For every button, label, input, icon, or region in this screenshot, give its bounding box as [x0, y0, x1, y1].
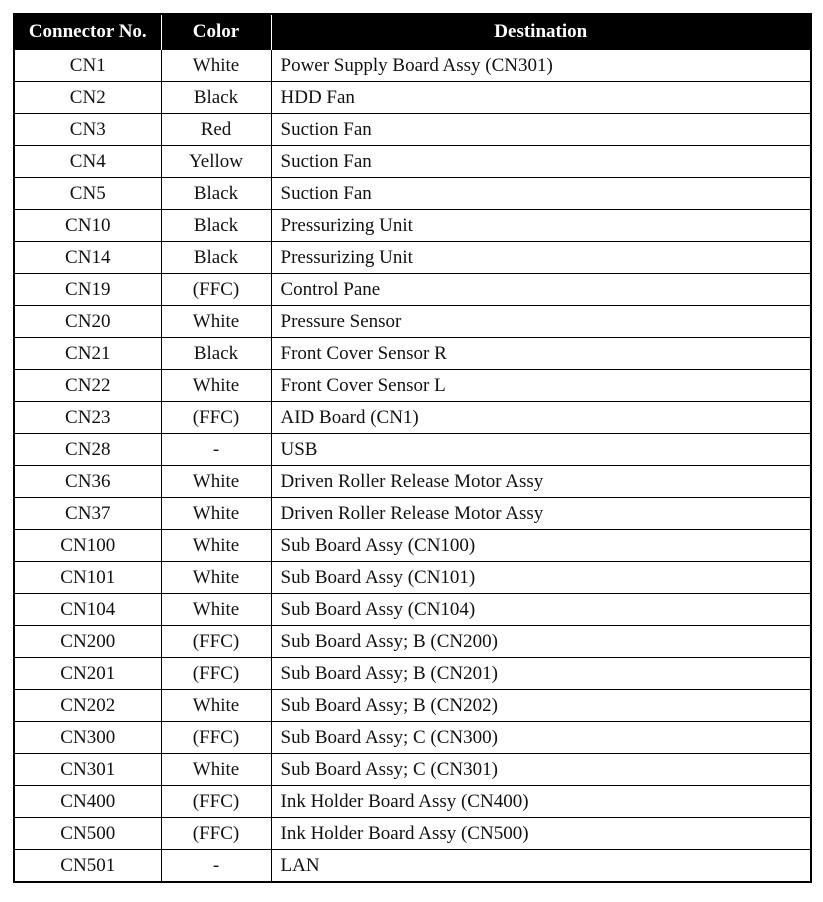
destination-cell: Ink Holder Board Assy (CN500) [271, 818, 811, 850]
connector-cell: CN300 [14, 722, 161, 754]
connector-cell: CN14 [14, 242, 161, 274]
color-cell: White [161, 754, 271, 786]
destination-cell: AID Board (CN1) [271, 402, 811, 434]
connector-cell: CN501 [14, 850, 161, 883]
destination-cell: Sub Board Assy (CN101) [271, 562, 811, 594]
header-destination: Destination [271, 14, 811, 50]
table-row [14, 658, 811, 690]
table-row [14, 850, 811, 883]
destination-cell: Sub Board Assy; B (CN202) [271, 690, 811, 722]
table-row [14, 434, 811, 466]
color-cell: Red [161, 114, 271, 146]
destination-cell: Sub Board Assy; B (CN201) [271, 658, 811, 690]
color-cell: (FFC) [161, 626, 271, 658]
table-row [14, 626, 811, 658]
connector-cell: CN36 [14, 466, 161, 498]
color-cell: (FFC) [161, 402, 271, 434]
color-cell: (FFC) [161, 818, 271, 850]
table-row [14, 786, 811, 818]
table-row [14, 530, 811, 562]
table-row [14, 210, 811, 242]
connector-cell: CN19 [14, 274, 161, 306]
table-row [14, 242, 811, 274]
table-row [14, 146, 811, 178]
destination-cell: Driven Roller Release Motor Assy [271, 498, 811, 530]
destination-cell: USB [271, 434, 811, 466]
color-cell: Black [161, 338, 271, 370]
destination-cell: Sub Board Assy; B (CN200) [271, 626, 811, 658]
color-cell: - [161, 434, 271, 466]
table-row [14, 562, 811, 594]
table-body [14, 50, 811, 883]
connector-cell: CN4 [14, 146, 161, 178]
table-row [14, 402, 811, 434]
table-row [14, 594, 811, 626]
destination-cell: HDD Fan [271, 82, 811, 114]
destination-cell: Pressure Sensor [271, 306, 811, 338]
connector-cell: CN3 [14, 114, 161, 146]
table-row [14, 178, 811, 210]
destination-cell: Sub Board Assy; C (CN300) [271, 722, 811, 754]
header-row [14, 14, 811, 50]
destination-cell: Pressurizing Unit [271, 210, 811, 242]
table-row [14, 114, 811, 146]
color-cell: (FFC) [161, 274, 271, 306]
table-row [14, 722, 811, 754]
color-cell: White [161, 306, 271, 338]
destination-cell: Driven Roller Release Motor Assy [271, 466, 811, 498]
color-cell: White [161, 530, 271, 562]
table-row [14, 50, 811, 82]
color-cell: Black [161, 178, 271, 210]
connector-cell: CN301 [14, 754, 161, 786]
connector-cell: CN20 [14, 306, 161, 338]
connector-cell: CN21 [14, 338, 161, 370]
connector-cell: CN500 [14, 818, 161, 850]
header-color: Color [161, 14, 271, 50]
color-cell: (FFC) [161, 722, 271, 754]
color-cell: White [161, 50, 271, 82]
color-cell: White [161, 466, 271, 498]
connector-cell: CN28 [14, 434, 161, 466]
header-connector: Connector No. [14, 14, 161, 50]
color-cell: Yellow [161, 146, 271, 178]
destination-cell: Sub Board Assy; C (CN301) [271, 754, 811, 786]
table-row [14, 818, 811, 850]
color-cell: White [161, 562, 271, 594]
color-cell: White [161, 498, 271, 530]
table-row [14, 274, 811, 306]
color-cell: Black [161, 82, 271, 114]
destination-cell: Sub Board Assy (CN100) [271, 530, 811, 562]
color-cell: White [161, 370, 271, 402]
connector-cell: CN37 [14, 498, 161, 530]
connector-cell: CN101 [14, 562, 161, 594]
destination-cell: Sub Board Assy (CN104) [271, 594, 811, 626]
color-cell: (FFC) [161, 786, 271, 818]
table-row [14, 82, 811, 114]
connector-cell: CN104 [14, 594, 161, 626]
connector-cell: CN200 [14, 626, 161, 658]
table-row [14, 306, 811, 338]
connector-cell: CN10 [14, 210, 161, 242]
connector-cell: CN400 [14, 786, 161, 818]
destination-cell: Pressurizing Unit [271, 242, 811, 274]
destination-cell: Power Supply Board Assy (CN301) [271, 50, 811, 82]
connector-cell: CN202 [14, 690, 161, 722]
table-row [14, 498, 811, 530]
destination-cell: Ink Holder Board Assy (CN400) [271, 786, 811, 818]
table-row [14, 466, 811, 498]
table-row [14, 338, 811, 370]
destination-cell: Front Cover Sensor R [271, 338, 811, 370]
color-cell: Black [161, 242, 271, 274]
destination-cell: Suction Fan [271, 146, 811, 178]
color-cell: White [161, 594, 271, 626]
color-cell: Black [161, 210, 271, 242]
destination-cell: Front Cover Sensor L [271, 370, 811, 402]
connector-table [13, 13, 812, 883]
color-cell: White [161, 690, 271, 722]
connector-cell: CN22 [14, 370, 161, 402]
connector-cell: CN2 [14, 82, 161, 114]
connector-cell: CN201 [14, 658, 161, 690]
table-row [14, 754, 811, 786]
table-row [14, 690, 811, 722]
connector-cell: CN1 [14, 50, 161, 82]
connector-cell: CN100 [14, 530, 161, 562]
color-cell: - [161, 850, 271, 883]
destination-cell: Control Pane [271, 274, 811, 306]
connector-cell: CN23 [14, 402, 161, 434]
table-header [14, 14, 811, 50]
destination-cell: Suction Fan [271, 114, 811, 146]
color-cell: (FFC) [161, 658, 271, 690]
destination-cell: LAN [271, 850, 811, 883]
destination-cell: Suction Fan [271, 178, 811, 210]
table-row [14, 370, 811, 402]
connector-cell: CN5 [14, 178, 161, 210]
